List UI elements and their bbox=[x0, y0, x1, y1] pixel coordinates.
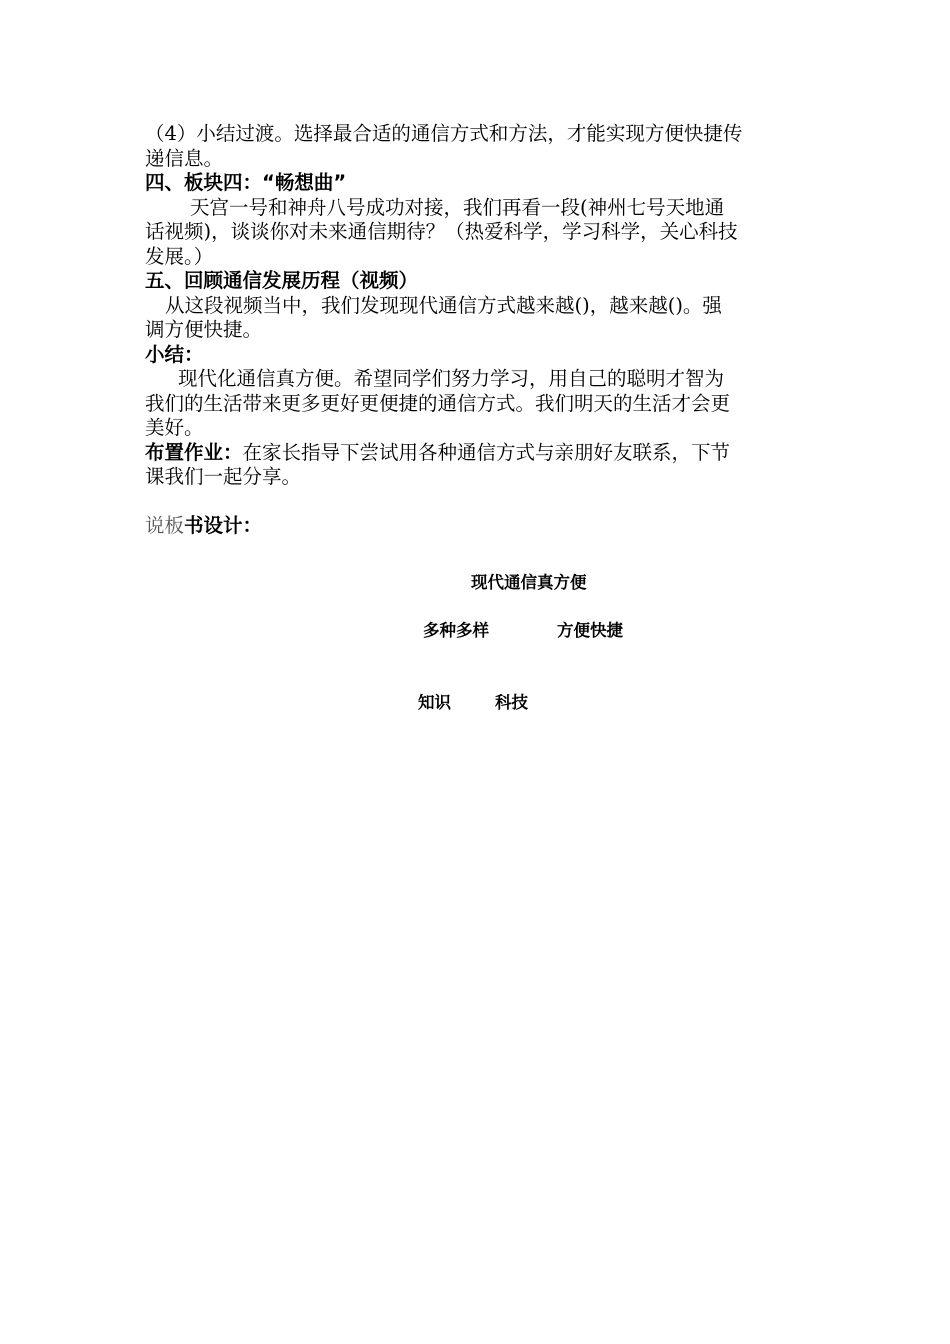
board-heading-prefix: 说板 bbox=[145, 513, 185, 537]
paragraph-line: 调方便快捷。 bbox=[145, 318, 263, 341]
board-bottom-right-item: 科技 bbox=[495, 693, 528, 712]
homework-line bbox=[145, 441, 810, 466]
board-left-item: 多种多样 bbox=[423, 621, 489, 640]
paragraph-line: 递信息。 bbox=[145, 146, 224, 170]
section-heading-5: 五、回顾通信发展历程（视频） bbox=[145, 269, 419, 292]
paragraph-line: （4）小结过渡。选择最合适的通信方式和方法，才能实现方便快捷传 bbox=[145, 122, 743, 145]
paragraph-line: 我们的生活带来更多更好更便捷的通信方式。我们明天的生活才会更 bbox=[145, 391, 731, 415]
homework-text: 在家长指导下尝试用各种通信方式与亲朋好友联系，下节 bbox=[242, 440, 731, 464]
paragraph-line: 发展。） bbox=[145, 244, 214, 268]
paragraph-line: 从这段视频当中，我们发现现代通信方式越来越()，越来越()。强 bbox=[165, 293, 722, 317]
paragraph-line: 现代化通信真方便。希望同学们努力学习，用自己的聪明才智为 bbox=[178, 367, 725, 390]
paragraph-line: 美好。 bbox=[145, 416, 204, 439]
section-heading-4: 四、板块四：“畅想曲” bbox=[145, 171, 347, 194]
summary-label: 小结： bbox=[145, 342, 204, 366]
board-bottom-left-item: 知识 bbox=[418, 693, 451, 712]
board-design-heading bbox=[145, 514, 810, 539]
board-title: 现代通信真方便 bbox=[471, 573, 587, 592]
board-heading-suffix: 书设计： bbox=[184, 513, 263, 537]
board-right-item: 方便快捷 bbox=[557, 621, 623, 640]
paragraph-line: 课我们一起分享。 bbox=[145, 465, 302, 488]
paragraph-line: 话视频)，谈谈你对未来通信期待？（热爱科学，学习科学，关心科技 bbox=[145, 220, 738, 243]
paragraph-line: 天宫一号和神舟八号成功对接，我们再看一段(神州七号天地通 bbox=[190, 195, 725, 219]
homework-label: 布置作业： bbox=[145, 440, 243, 464]
lesson-text bbox=[145, 122, 810, 538]
